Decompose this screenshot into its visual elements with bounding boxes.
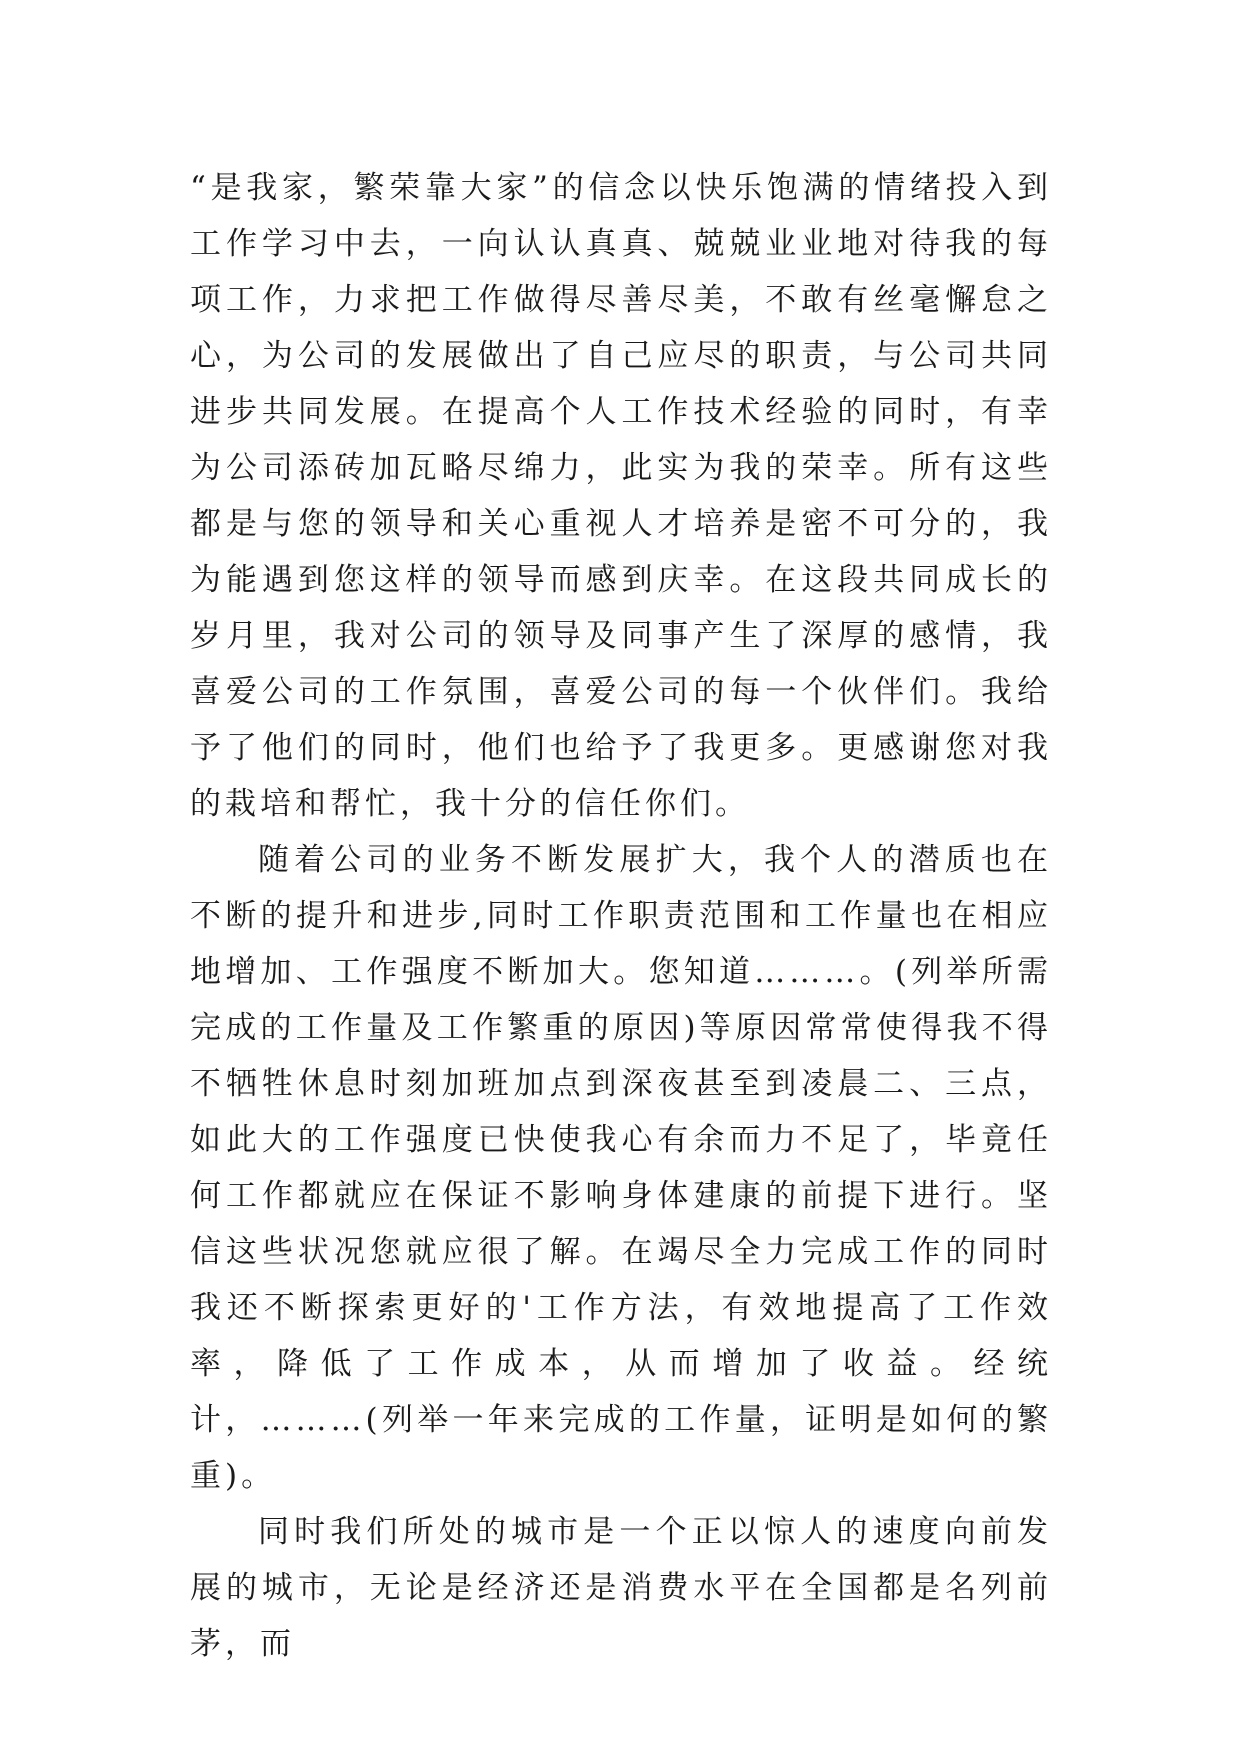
paragraph-1: “是我家，繁荣靠大家”的信念以快乐饱满的情绪投入到工作学习中去，一向认认真真、兢兢业业地对待我的每项工作，力求把工作做得尽善尽美，不敢有丝毫懈怠之心，为公司的发展做出了自己应尽的职责，与公司共同进步共同发展。在提高个人工作技术经验的同时，有幸为公司添砖加瓦略尽绵力，此实为我的荣幸。所有这些都是与您的领导和关心重视人才培养是密不可分的，我为能遇到您这样的领导而感到庆幸。在这段共同成长的岁月里，我对公司的领导及同事产生了深厚的感情，我喜爱公司的工作氛围，喜爱公司的每一个伙伴们。我给予了他们的同时，他们也给予了我更多。更感谢您对我的栽培和帮忙，我十分的信任你们。 bbox=[190, 170, 1052, 822]
document-body bbox=[190, 160, 1052, 1672]
paragraph-3: 同时我们所处的城市是一个正以惊人的速度向前发展的城市，无论是经济还是消费水平在全国都是名列前茅，而 bbox=[190, 1514, 1052, 1662]
paragraph-2: 随着公司的业务不断发展扩大，我个人的潜质也在不断的提升和进步,同时工作职责范围和工作量也在相应地增加、工作强度不断加大。您知道………。(列举所需完成的工作量及工作繁重的原因)等原因常常使得我不得不牺牲休息时刻加班加点到深夜甚至到凌晨二、三点，如此大的工作强度已快使我心有余而力不足了，毕竟任何工作都就应在保证不影响身体建康的前提下进行。坚信这些状况您就应很了解。在竭尽全力完成工作的同时我还不断探索更好的'工作方法，有效地提高了工作效率，降低了工作成本，从而增加了收益。经统计，………(列举一年来完成的工作量，证明是如何的繁重)。 bbox=[190, 842, 1052, 1494]
